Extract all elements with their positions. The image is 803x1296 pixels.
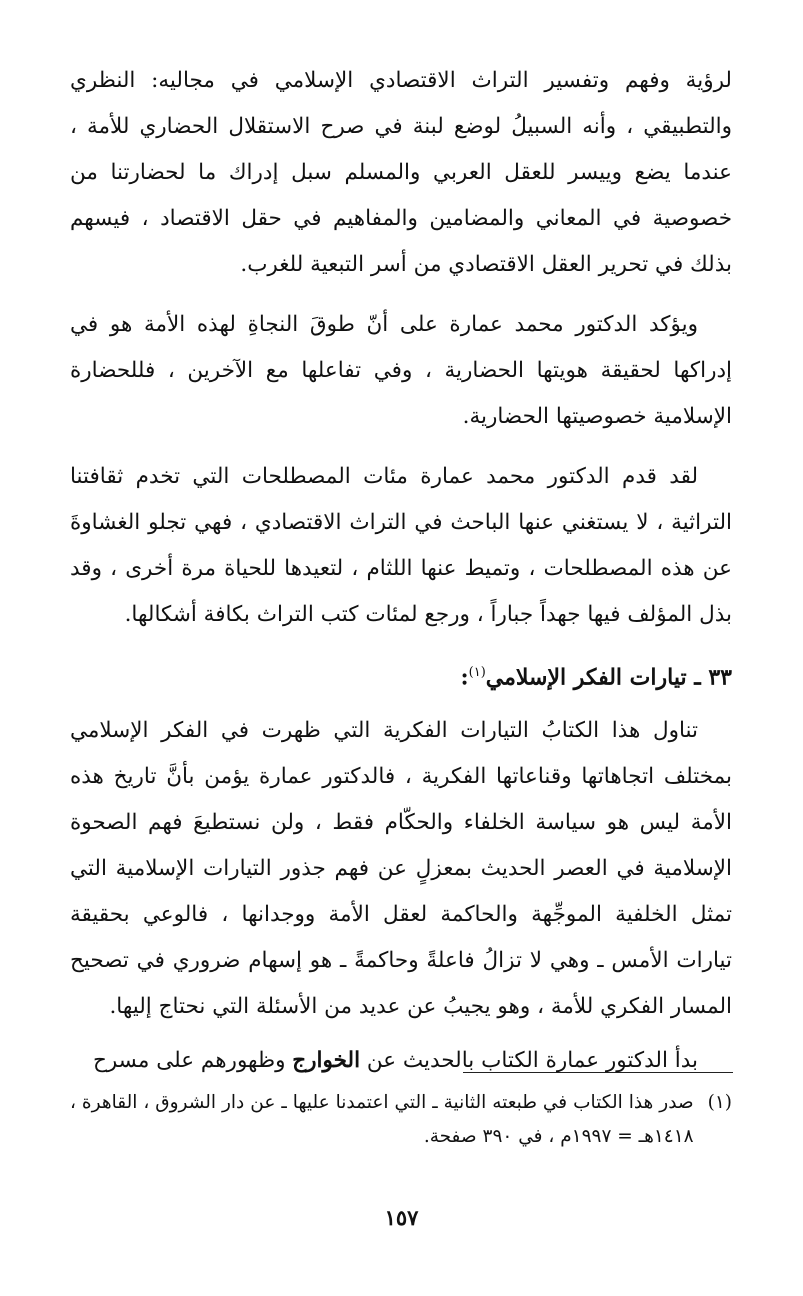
paragraph-terminology: لقد قدم الدكتور محمد عمارة مئات المصطلحات التي تخدم ثقافتنا التراثية ، لا يستغني عنها الباحث في التراث الاقتصادي ، فهي تجلو الغشاوةَ عن هذه المصطلحات ، وتميط عنها اللثام ، لتعيدها للحياة مرة أخرى ، وقد بذل المؤلف فيها جهداً جباراً ، ورجع لمئات كتب التراث بكافة أشكالها. [70, 464, 732, 627]
footnotes [70, 1086, 732, 1154]
footnote-reference: (١) [468, 665, 486, 680]
paragraph-economic-heritage: لرؤية وفهم وتفسير التراث الاقتصادي الإسلامي في مجاليه: النظري والتطبيقي ، وأنه السبيلُ لوضع لبنة في صرح الاستقلال الحضاري للأمة ، عندما يضع وييسر للعقل العربي والمسلم سبل إدراك ما لحضارتنا من خصوصية في المعاني والمضامين والمفاهيم في حقل الاقتصاد ، فيسهم بذلك في تحرير العقل الاقتصادي من أسر التبعية للغرب. [70, 68, 732, 277]
section-heading-colon: : [460, 664, 469, 691]
term-khawarij: الخوارج [292, 1048, 361, 1074]
paragraph-khawarij [70, 1038, 732, 1084]
footnote-marker: (١) [707, 1092, 732, 1113]
paragraph-civilizational-identity: ويؤكد الدكتور محمد عمارة على أنّ طوقَ النجاةِ لهذه الأمة هو في إدراكها لحقيقة هويتها الحضارية ، وفي تفاعلها مع الآخرين ، فللحضارة الإسلامية خصوصيتها الحضارية. [70, 312, 732, 429]
footnote-text: صدر هذا الكتاب في طبعته الثانية ـ التي اعتمدنا عليها ـ عن دار الشروق ، القاهرة ، ١٤١٨هـ = ١٩٩٧م ، في ٣٩٠ صفحة. [70, 1092, 694, 1147]
paragraph-intellectual-currents: تناول هذا الكتابُ التيارات الفكرية التي ظهرت في الفكر الإسلامي بمختلف اتجاهاتها وقناعاتها الفكرية ، فالدكتور عمارة يؤمن بأنَّ تاريخ هذه الأمة ليس هو سياسة الخلفاء والحكّام فقط ، ولن نستطيعَ فهم الصحوة الإسلامية في العصر الحديث بمعزلٍ عن فهم جذور التيارات الإسلامية التي تمثل الخلفية الموجِّهة والحاكمة لعقل الأمة ووجدانها ، فالوعي بحقيقة تيارات الأمس ـ وهي لا تزالُ فاعلةً وحاكمةً ـ هو إسهام ضروري في تصحيح المسار الفكري للأمة ، وهو يجيبُ عن عديد من الأسئلة التي نحتاج إليها. [70, 718, 732, 1020]
page-number: ١٥٧ [384, 1205, 419, 1230]
footnote-item [70, 1086, 732, 1154]
section-heading [70, 650, 732, 700]
paragraph-khawarij-after: وظهورهم على مسرح [92, 1048, 293, 1074]
section-heading-title: ٣٣ ـ تيارات الفكر الإسلامي [485, 664, 732, 691]
paragraph-khawarij-before: بدأ الدكتور عمارة الكتاب بالحديث عن [360, 1048, 698, 1074]
page-body [70, 58, 732, 1084]
footnote-divider [463, 1072, 733, 1073]
